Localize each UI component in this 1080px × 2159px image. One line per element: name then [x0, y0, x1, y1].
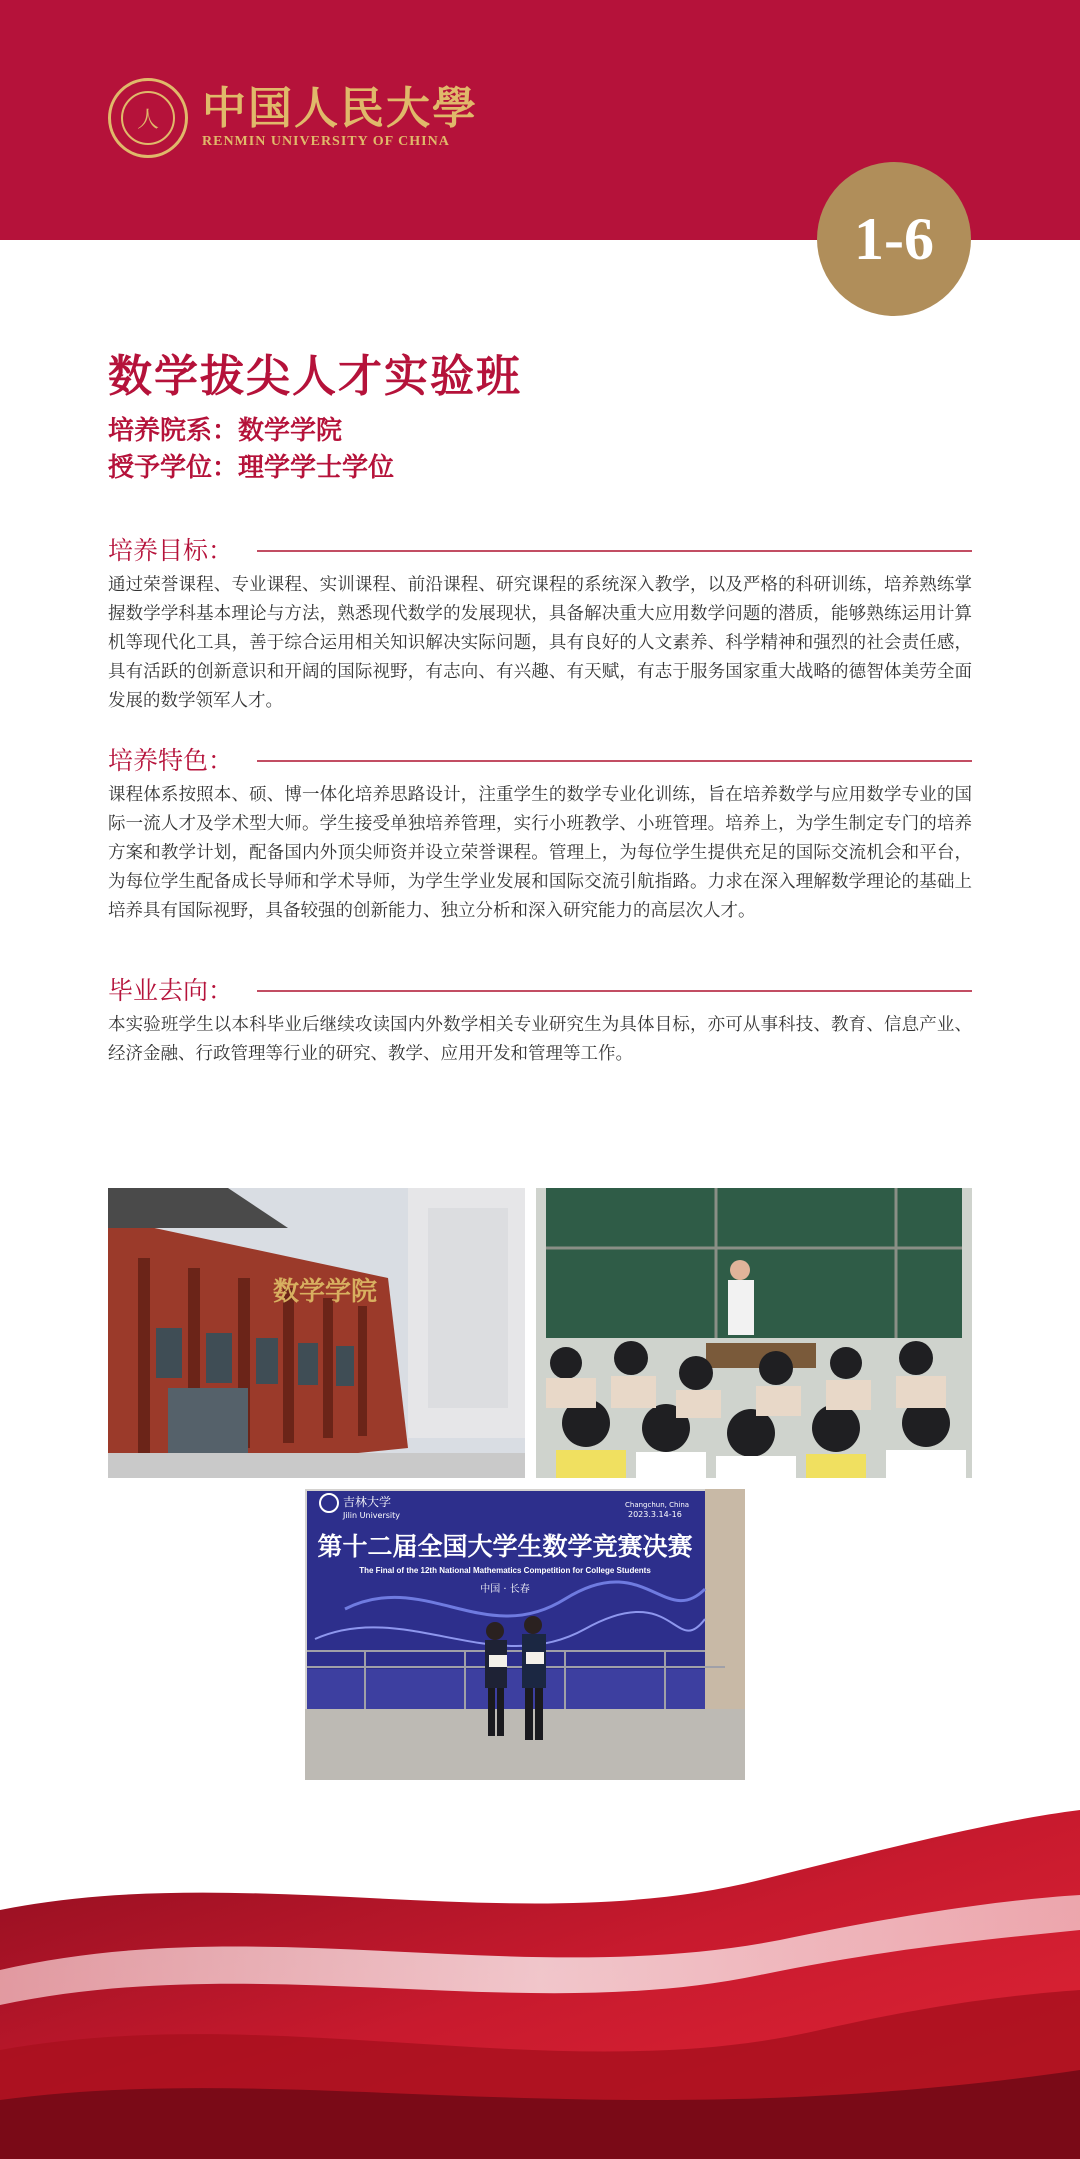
photo-school-building: [108, 1188, 525, 1478]
banner-date-place: Changchun, China: [625, 1501, 690, 1509]
section-header-features: [108, 742, 972, 776]
section-heading: 培养目标：: [108, 536, 234, 565]
logo-chinese-name: 中国人民大學: [202, 83, 478, 134]
university-seal-icon: 人: [108, 78, 188, 158]
banner-date: 2023.3.14-16: [628, 1510, 682, 1519]
photo-math-competition: [305, 1489, 745, 1780]
section-divider: [257, 550, 972, 552]
program-number-badge: 1-6: [817, 162, 971, 316]
university-logo[interactable]: [108, 78, 478, 158]
section-divider: [257, 760, 972, 762]
section-body-objectives: 通过荣誉课程、专业课程、实训课程、前沿课程、研究课程的系统深入教学，以及严格的科研训练，培养熟练掌握数学学科基本理论与方法，熟悉现代数学的发展现状，具备解决重大应用数学问题的潜质，能够熟练运用计算机等现代化工具，善于综合运用相关知识解决实际问题，具有良好的人文素养、科学精神和强烈的社会责任感，具有活跃的创新意识和开阔的国际视野，有志向、有兴趣、有天赋，有志于服务国家重大战略的德智体美劳全面发展的数学领军人才。: [108, 575, 972, 711]
banner-title: 第十二届全国大学生数学竞赛决赛: [317, 1532, 693, 1561]
section-header-objectives: [108, 532, 972, 566]
section-heading: 培养特色：: [108, 746, 234, 775]
building-sign: 数学学院: [273, 1277, 378, 1307]
department-line: 培养院系：数学学院: [108, 416, 343, 446]
banner-logo-text: 吉林大学: [343, 1495, 392, 1509]
program-title: 数学拔尖人才实验班: [108, 351, 522, 402]
section-body-career: 本实验班学生以本科毕业后继续攻读国内外数学相关专业研究生为具体目标，亦可从事科技、教育、信息产业、经济金融、行政管理等行业的研究、教学、应用开发和管理等工作。: [108, 1015, 972, 1064]
section-heading: 毕业去向：: [108, 976, 234, 1005]
photo-classroom-lecture: [536, 1188, 972, 1478]
section-body-features: 课程体系按照本、硕、博一体化培养思路设计，注重学生的数学专业化训练，旨在培养数学与应用数学专业的国际一流人才及学术型大师。学生接受单独培养管理，实行小班教学、小班管理。培养上，为学生制定专门的培养方案和教学计划，配备国内外顶尖师资并设立荣誉课程。管理上，为每位学生提供充足的国际交流机会和平台，为每位学生配备成长导师和学术导师，为学生学业发展和国际交流引航指路。力求在深入理解数学理论的基础上培养具有国际视野，具备较强的创新能力、独立分析和深入研究能力的高层次人才。: [108, 785, 972, 921]
section-header-career: [108, 972, 972, 1006]
logo-english-name: RENMIN UNIVERSITY OF CHINA: [202, 134, 450, 149]
banner-logo-english: Jilin University: [343, 1511, 400, 1520]
degree-line: 授予学位：理学学士学位: [108, 453, 395, 483]
banner-subtitle: The Final of the 12th National Mathematics Competition for College Students: [359, 1566, 651, 1575]
banner-place: 中国 · 长春: [480, 1584, 530, 1595]
section-divider: [257, 990, 972, 992]
decorative-red-wave: [0, 1800, 1080, 2159]
